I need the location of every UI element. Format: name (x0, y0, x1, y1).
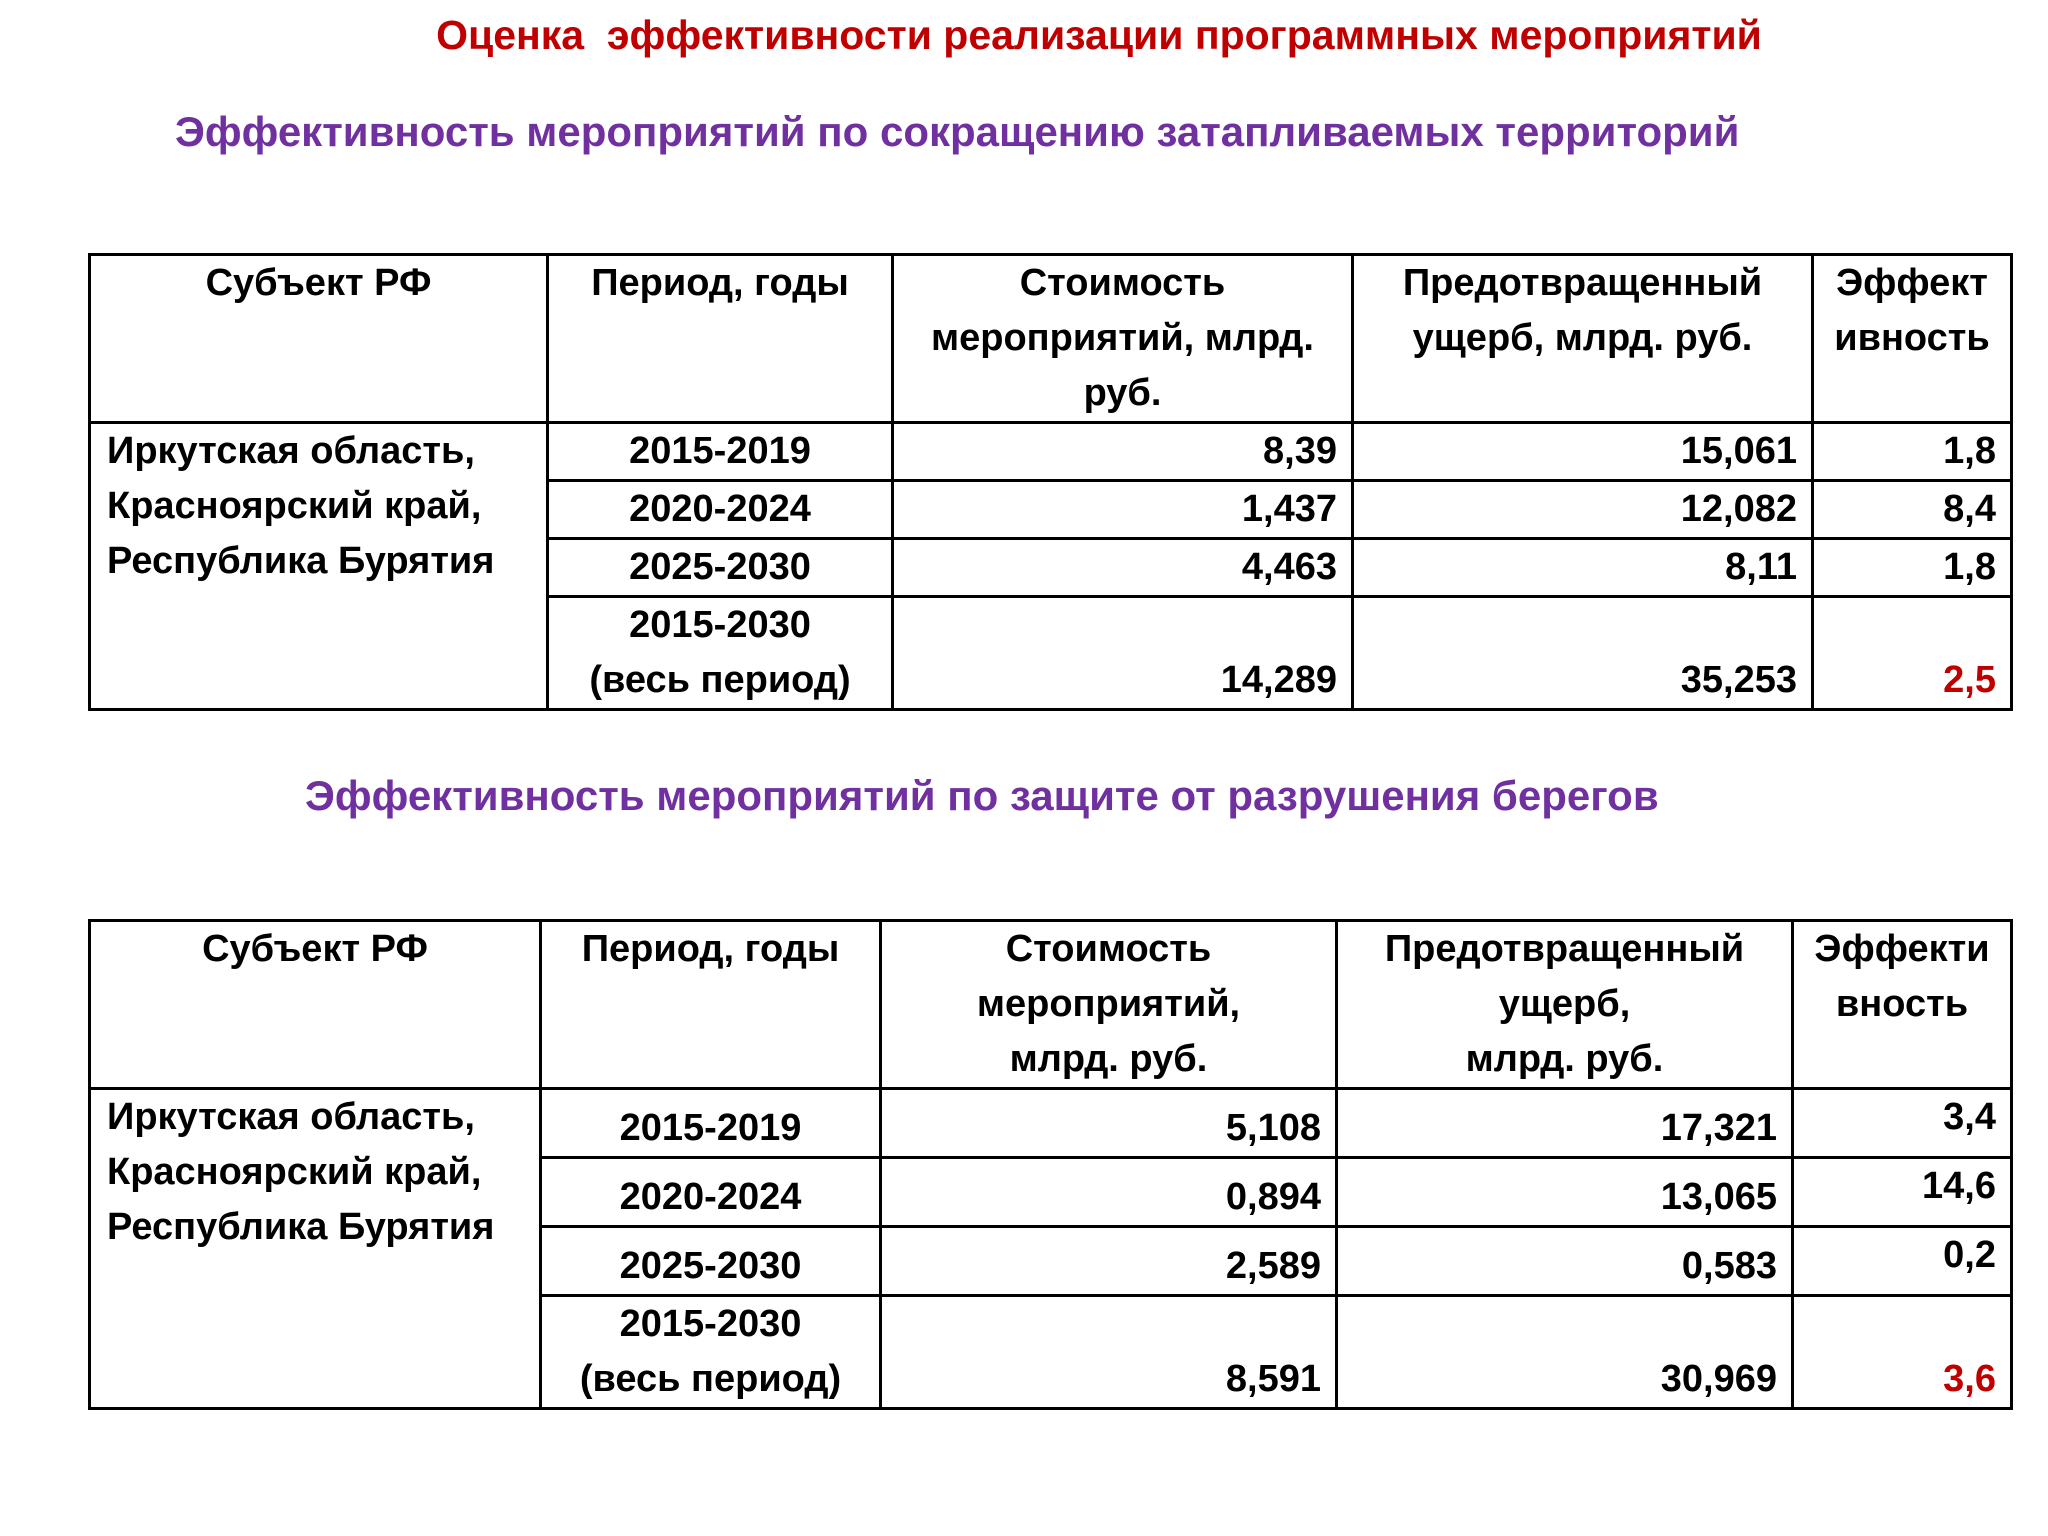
efficiency-cell: 0,2 (1793, 1227, 2012, 1296)
column-header-region: Субъект РФ (90, 921, 541, 1089)
damage-cell: 30,969 (1337, 1296, 1793, 1409)
period-cell: 2020-2024 (541, 1158, 881, 1227)
region-cell: Иркутская область, Красноярский край, Республика Бурятия (90, 423, 548, 710)
table-row (90, 1089, 2012, 1158)
period-cell: 2025-2030 (548, 539, 893, 597)
period-cell: 2025-2030 (541, 1227, 881, 1296)
table-header-row (90, 921, 2012, 1089)
efficiency-cell: 8,4 (1813, 481, 2012, 539)
damage-cell: 17,321 (1337, 1089, 1793, 1158)
period-cell: 2015-2030 (весь период) (541, 1296, 881, 1409)
cost-cell: 2,589 (881, 1227, 1337, 1296)
flooding-efficiency-table (88, 253, 2013, 711)
efficiency-total-cell: 2,5 (1813, 597, 2012, 710)
column-header-period: Период, годы (541, 921, 881, 1089)
column-header-cost: Стоимость мероприятий, млрд. руб. (893, 255, 1353, 423)
column-header-efficiency: Эффект ивность (1813, 255, 2012, 423)
damage-cell: 12,082 (1353, 481, 1813, 539)
region-cell: Иркутская область, Красноярский край, Республика Бурятия (90, 1089, 541, 1409)
damage-cell: 35,253 (1353, 597, 1813, 710)
efficiency-cell: 1,8 (1813, 539, 2012, 597)
section-title-shore-protection: Эффективность мероприятий по защите от разрушения берегов (305, 772, 1659, 819)
efficiency-total-cell: 3,6 (1793, 1296, 2012, 1409)
damage-cell: 8,11 (1353, 539, 1813, 597)
column-header-damage: Предотвращенный ущерб, млрд. руб. (1353, 255, 1813, 423)
period-cell: 2015-2019 (541, 1089, 881, 1158)
cost-cell: 4,463 (893, 539, 1353, 597)
period-cell: 2015-2030 (весь период) (548, 597, 893, 710)
cost-cell: 1,437 (893, 481, 1353, 539)
column-header-cost: Стоимость мероприятий, млрд. руб. (881, 921, 1337, 1089)
damage-cell: 15,061 (1353, 423, 1813, 481)
section-title-flooding: Эффективность мероприятий по сокращению затапливаемых территорий (175, 108, 1740, 155)
column-header-region: Субъект РФ (90, 255, 548, 423)
period-cell: 2015-2019 (548, 423, 893, 481)
cost-cell: 0,894 (881, 1158, 1337, 1227)
column-header-period: Период, годы (548, 255, 893, 423)
column-header-damage: Предотвращенный ущерб, млрд. руб. (1337, 921, 1793, 1089)
damage-cell: 0,583 (1337, 1227, 1793, 1296)
table-row (90, 423, 2012, 481)
efficiency-cell: 3,4 (1793, 1089, 2012, 1158)
cost-cell: 8,591 (881, 1296, 1337, 1409)
damage-cell: 13,065 (1337, 1158, 1793, 1227)
cost-cell: 5,108 (881, 1089, 1337, 1158)
shore-protection-efficiency-table (88, 919, 2013, 1410)
efficiency-cell: 1,8 (1813, 423, 2012, 481)
period-cell: 2020-2024 (548, 481, 893, 539)
table-header-row (90, 255, 2012, 423)
page-title: Оценка эффективности реализации программных мероприятий (436, 12, 1762, 58)
efficiency-cell: 14,6 (1793, 1158, 2012, 1227)
cost-cell: 8,39 (893, 423, 1353, 481)
column-header-efficiency: Эффекти вность (1793, 921, 2012, 1089)
cost-cell: 14,289 (893, 597, 1353, 710)
